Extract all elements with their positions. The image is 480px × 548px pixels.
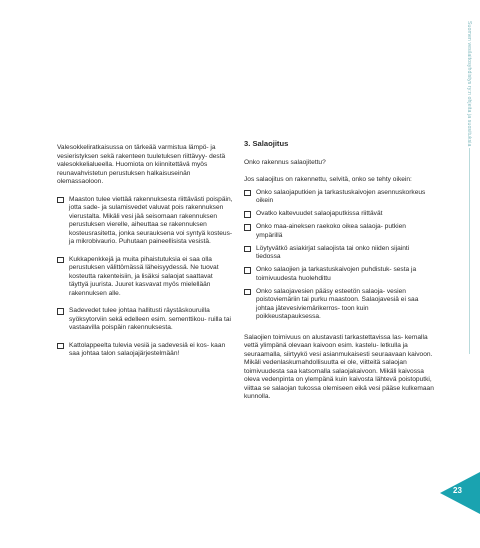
checkbox-icon [244, 190, 251, 197]
checklist-item: Ovatko kaltevuudet salaojaputkissa riittävät [244, 210, 434, 219]
recommendation-list [57, 196, 233, 359]
left-column [57, 144, 233, 368]
checkbox-icon [57, 343, 64, 350]
list-item: Kattolappeelta tulevia vesiä ja sadevesiä ei kos- kaan saa johtaa talon salaojajärjestelmään! [57, 342, 233, 359]
checkbox-icon [244, 267, 251, 274]
checkbox-icon [244, 224, 251, 231]
closing-paragraph: Salaojien toimivuus on alustavasti tarkastettavissa las- kemalla vettä ylimpänä olevaan kaivoon esim. kastelu- letkulla ja seuraamalla, siirtyykö vesi asianmukaisesti seuraavaan kaivoon. Mikäli vedenlaskumahdollisuutta ei ole, viitteitä salaojan toimivuudesta saa katsomalla salaojakaivoon. Mikäli kaivossa oleva vedenpinta on ylempänä kuin kaivosta lähtevä poistoputki, viittaa se salaojan tukossa olemiseen eikä vesi pääse kulkemaan kunnolla. [244, 333, 434, 400]
page-number: 23 [453, 486, 462, 495]
checklist-item: Onko salaojien ja tarkastuskaivojen puhdistuk- sesta ja toimivuudesta huolehdittu [244, 266, 434, 283]
checklist-item: Onko maa-aineksen raekoko oikea salaoja- putkien ympärillä [244, 223, 434, 240]
checklist-item: Onko salaojaputkien ja tarkastuskaivojen asennuskorkeus oikein [244, 189, 434, 206]
section-question: Onko rakennus salaojitettu? [244, 158, 326, 166]
right-column [244, 140, 434, 411]
checkbox-icon [57, 257, 64, 264]
checkbox-icon [244, 289, 251, 296]
list-item: Maaston tulee viettää rakennuksesta riittävästi poispäin, jotta sade- ja sulamisvedet valuvat pois rakennuksen vierustalta. Mikäli vesi jää seisomaan rakennuksen perustuksen vierelle, aiheuttaa se rakennuksen kosteusrasitetta, jonka seurauksena voi syntyä kosteus- ja mikrobivaurio. Puhutaan paineellisista vesistä. [57, 196, 233, 247]
drainage-checklist [244, 189, 434, 322]
checkbox-icon [57, 308, 64, 315]
list-item: Sadevedet tulee johtaa hallitusti räystäskouruilla syöksytorviin sekä edelleen esim. sementtikou- ruilla tai vastaavilla poispäin rakennuksesta. [57, 307, 233, 333]
intro-paragraph: Valesokkeliratkaisussa on tärkeää varmistua lämpö- ja vesieristyksen sekä rakenteen tuuletuksen riittävyy- destä valesokkelialueella. Huomiota on kiinnitettävä myös reunavahvistetun perustuksen halkaisuseinän olemassaoloon. [57, 144, 226, 185]
checklist-item: Löytyvätkö asiakirjat salaojista tai onko niiden sijainti tiedossa [244, 245, 434, 262]
margin-rule [469, 148, 470, 354]
lead-paragraph: Jos salaojitus on rakennettu, selvitä, onko se tehty oikein: [244, 176, 412, 183]
section-heading: 3. Salaojitus [244, 139, 289, 148]
checkbox-icon [244, 246, 251, 253]
list-item: Kukkapenkkejä ja muita pihaistutuksia ei saa olla perustuksen välittömässä läheisyydessä. Ne tuovat kosteutta rakenteisiin, ja lisäksi salaojat saattavat täyttyä juurista. Juuret kasvavat myös mielellään rakennuksen alle. [57, 256, 233, 299]
checkbox-icon [57, 197, 64, 204]
checklist-item: Onko salaojavesien pääsy esteetön salaoja- vesien poistoviemäriin tai purku maastoon. Salaojavesiä ei saa johtaa jätevesiviemärikerros- toon kuin poikkeustapauksessa. [244, 288, 434, 322]
checkbox-icon [244, 211, 251, 218]
running-header: Suomen vesilaitosyhdistys ry:n ohjeita ja suosituksia [466, 21, 472, 147]
